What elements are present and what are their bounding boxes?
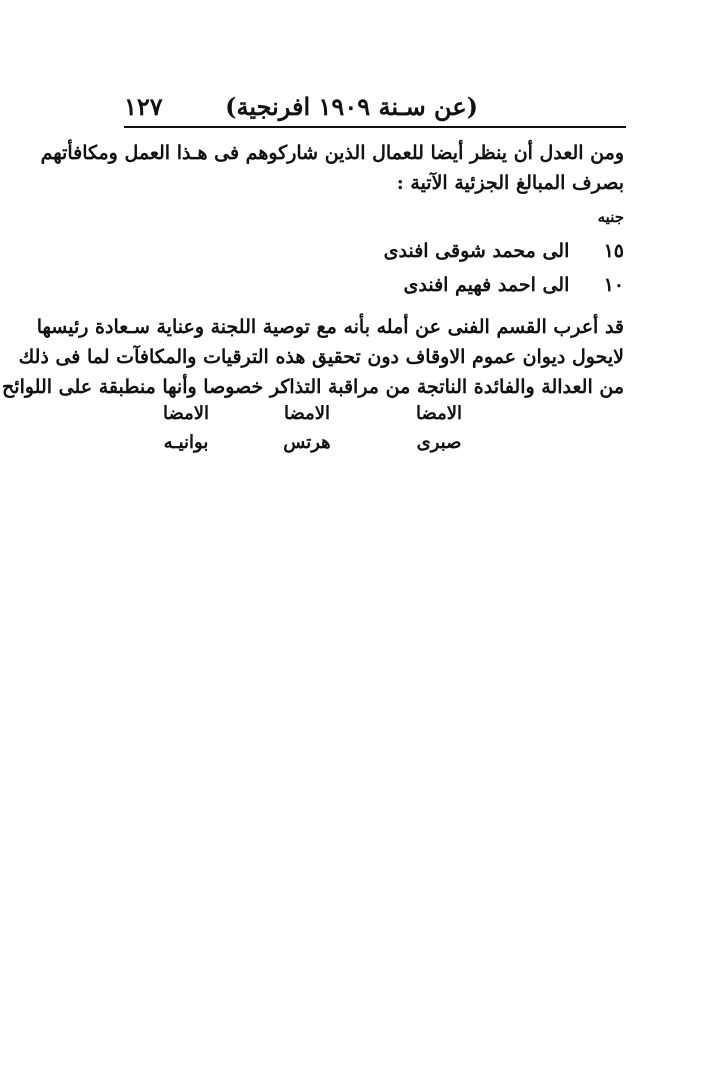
- signatory-name: صبرى: [416, 432, 462, 453]
- page-header: [124, 92, 624, 126]
- paragraph: [2, 312, 624, 402]
- body-text: [2, 138, 624, 402]
- signatory-name: بوانيـه: [163, 432, 209, 453]
- header-rule: [124, 126, 626, 128]
- payment-row: [122, 268, 624, 302]
- signature-entry: [404, 400, 474, 458]
- payment-row: [122, 234, 624, 268]
- signature-label: الامضا: [415, 403, 462, 424]
- paragraph-line: من العدالة والفائدة الناتجة من مراقبة التذاكر خصوصا وأنها منطبقة على اللوائح: [2, 376, 624, 398]
- payment-amount: ١٥: [603, 240, 624, 262]
- signature-entry: [268, 400, 346, 458]
- intro-line: بصرف المبالغ الجزئية الآتية :: [396, 172, 624, 194]
- paragraph-line: لايحول ديوان عموم الاوقاف دون تحقيق هذه الترقيات والمكافآت لما فى ذلك: [18, 346, 624, 368]
- signature-label: الامضا: [162, 403, 209, 424]
- signature-label: الامضا: [283, 403, 330, 424]
- running-title: (عن سـنة ١٩٠٩ افرنجية): [225, 92, 478, 121]
- payment-amount: ١٠: [603, 274, 624, 296]
- payment-payee: الى احمد فهيم افندى: [403, 274, 570, 296]
- signatory-name: هرتس: [283, 432, 331, 453]
- signature-entry: [148, 400, 224, 458]
- currency-label: جنيه: [597, 208, 624, 226]
- intro-line: ومن العدل أن ينظر أيضا للعمال الذين شاركوهم فى هـذا العمل ومكافأتهم: [40, 142, 624, 164]
- paragraph-line: قد أعرب القسم الفنى عن أمله بأنه مع توصية اللجنة وعناية سـعادة رئيسها: [36, 316, 624, 338]
- payment-payee: الى محمد شوقى افندى: [383, 240, 570, 262]
- page-number: ١٢٧: [124, 92, 163, 121]
